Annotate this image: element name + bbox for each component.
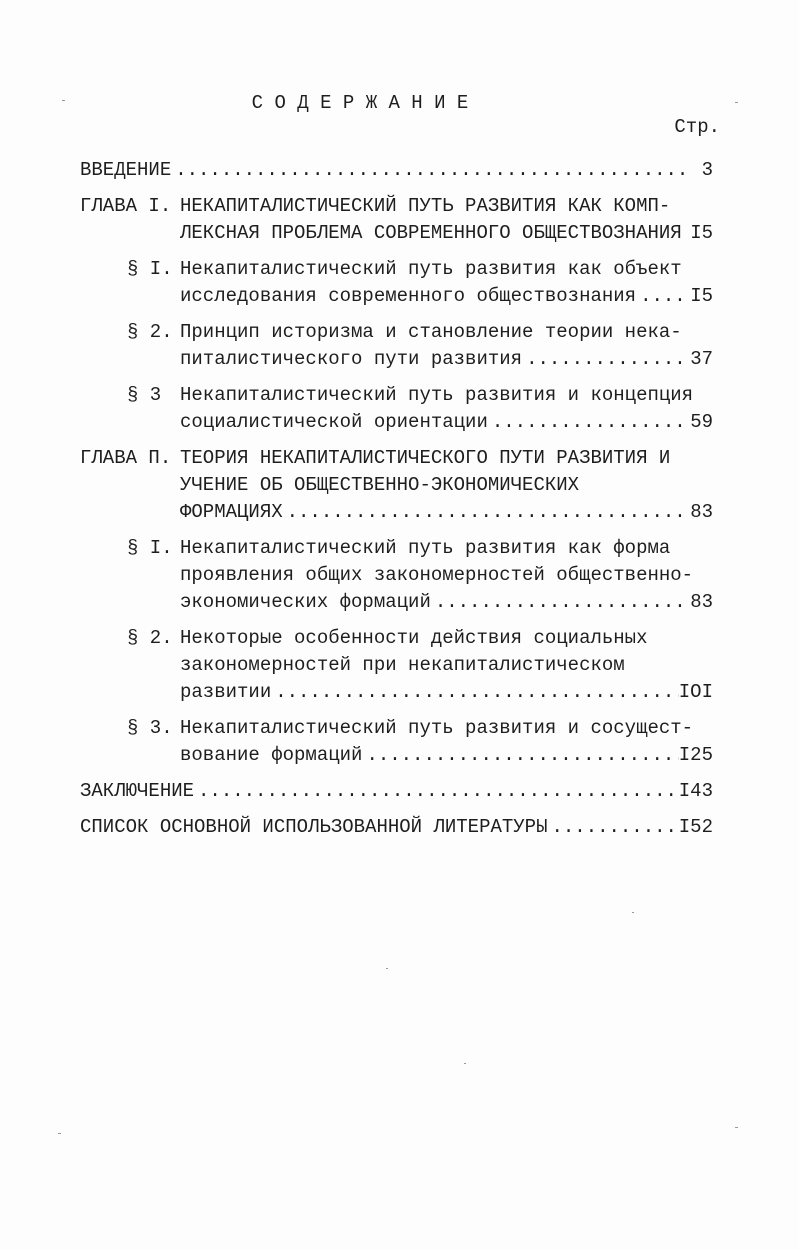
toc-entry-line xyxy=(180,535,713,562)
toc-entry xyxy=(80,157,713,184)
toc-entry-text: ФОРМАЦИЯХ xyxy=(180,501,283,523)
page-column-header: Стр. xyxy=(674,116,720,138)
toc-entry-line xyxy=(180,445,713,472)
toc-section xyxy=(80,715,713,769)
scan-speck xyxy=(464,1063,466,1064)
toc-page-number: I25 xyxy=(678,744,713,766)
toc-entry-text: вование формаций xyxy=(180,744,363,766)
toc-entry-text: УЧЕНИЕ ОБ ОБЩЕСТВЕННО-ЭКОНОМИЧЕСКИХ xyxy=(180,474,580,496)
toc-entry-line xyxy=(180,679,713,706)
dot-leader xyxy=(488,409,690,436)
toc-entry-text: Некоторые особенности действия социальных xyxy=(180,627,648,649)
scan-speck xyxy=(735,1127,738,1128)
toc-page-number: 3 xyxy=(701,159,713,181)
toc-entry-text: НЕКАПИТАЛИСТИЧЕСКИЙ ПУТЬ РАЗВИТИЯ КАК КОМП- xyxy=(180,195,671,217)
toc-entry-label: § 2. xyxy=(127,321,173,343)
toc-entry-line xyxy=(180,346,713,373)
toc-entry-text: ТЕОРИЯ НЕКАПИТАЛИСТИЧЕСКОГО ПУТИ РАЗВИТИЯ И xyxy=(180,447,671,469)
scan-speck xyxy=(62,100,65,101)
toc-section xyxy=(80,382,713,436)
toc-page-number: 83 xyxy=(690,591,713,613)
dot-leader xyxy=(547,814,678,841)
toc-section xyxy=(80,319,713,373)
toc-page-number: 37 xyxy=(690,348,713,370)
toc-entry-text: ВВЕДЕНИЕ xyxy=(80,159,172,181)
toc-entry-line xyxy=(180,319,713,346)
scan-speck xyxy=(735,102,738,103)
toc-entry-line xyxy=(180,715,713,742)
toc-entry-label: ГЛАВА I. xyxy=(80,195,172,217)
toc-entry-text: ЗАКЛЮЧЕНИЕ xyxy=(80,780,195,802)
toc-entry-label: ГЛАВА П. xyxy=(80,447,172,469)
toc-chapter xyxy=(80,445,713,526)
toc-entry-label: § 3 xyxy=(127,384,162,406)
toc-entry-text: исследования современного обществознания xyxy=(180,285,637,307)
toc-entry-text: Некапиталистический путь развития и сосущест- xyxy=(180,717,694,739)
toc-entry-text: проявления общих закономерностей общественно- xyxy=(180,564,694,586)
toc-entry-label: § 3. xyxy=(127,717,173,739)
toc-entry xyxy=(80,778,713,805)
toc-entry-label: § I. xyxy=(127,258,173,280)
toc-entry-line xyxy=(180,472,713,499)
toc-entry xyxy=(80,814,713,841)
toc-entry-text: социалистической ориентации xyxy=(180,411,488,433)
toc-entry-text: Некапиталистический путь развития как объект xyxy=(180,258,682,280)
toc-section xyxy=(80,535,713,616)
toc-entry-line xyxy=(80,778,713,805)
toc-entry-text: закономерностей при некапиталистическом xyxy=(180,654,625,676)
dot-leader xyxy=(194,778,679,805)
toc-entry-text: Некапиталистический путь развития как форма xyxy=(180,537,671,559)
toc-page-number: I52 xyxy=(678,816,713,838)
dot-leader xyxy=(522,346,690,373)
toc-entry-line xyxy=(180,652,713,679)
toc-entry-line xyxy=(180,589,713,616)
scan-speck xyxy=(632,912,634,913)
toc-entry-text: ЛЕКСНАЯ ПРОБЛЕМА СОВРЕМЕННОГО ОБЩЕСТВОЗНАНИЯ xyxy=(180,222,682,244)
toc-entry-line xyxy=(180,382,713,409)
dot-leader xyxy=(636,283,690,310)
toc-entry-text: Некапиталистический путь развития и концепция xyxy=(180,384,694,406)
toc-entry-line xyxy=(80,814,713,841)
toc-entry-label: § 2. xyxy=(127,627,173,649)
toc-entry-line xyxy=(180,742,713,769)
page-title: С О Д Е Р Ж А Н И Е xyxy=(251,92,469,114)
toc-section xyxy=(80,625,713,706)
scan-speck xyxy=(386,968,388,969)
toc-entry-text: развитии xyxy=(180,681,272,703)
toc-entry-line xyxy=(180,220,713,247)
toc-page-number: I5 xyxy=(690,222,713,244)
dot-leader xyxy=(682,220,691,247)
dot-leader xyxy=(271,679,679,706)
toc-page-number: 59 xyxy=(690,411,713,433)
toc-entry-text: питалистического пути развития xyxy=(180,348,523,370)
toc-entry-line xyxy=(180,562,713,589)
toc-entry-line xyxy=(180,499,713,526)
toc-entry-line xyxy=(180,625,713,652)
dot-leader xyxy=(362,742,678,769)
toc-page-number: I5 xyxy=(690,285,713,307)
dot-leader xyxy=(283,499,691,526)
toc-chapter xyxy=(80,193,713,247)
toc-entry-line xyxy=(180,193,713,220)
toc-entry-line xyxy=(180,256,713,283)
toc-entry-text: СПИСОК ОСНОВНОЙ ИСПОЛЬЗОВАННОЙ ЛИТЕРАТУРЫ xyxy=(80,816,548,838)
dot-leader xyxy=(171,157,691,184)
toc-entry-line xyxy=(180,409,713,436)
toc-entry-label: § I. xyxy=(127,537,173,559)
toc-page-number: I43 xyxy=(678,780,713,802)
toc-entry-text: экономических формаций xyxy=(180,591,431,613)
toc-entry-line xyxy=(80,157,713,184)
scan-speck xyxy=(58,1133,61,1134)
toc-entry-line xyxy=(180,283,713,310)
toc-section xyxy=(80,256,713,310)
toc-page-number: IOI xyxy=(678,681,713,703)
toc-page-number: 83 xyxy=(690,501,713,523)
dot-leader xyxy=(431,589,690,616)
toc-entry-text: Принцип историзма и становление теории нека- xyxy=(180,321,682,343)
table-of-contents xyxy=(80,157,713,850)
